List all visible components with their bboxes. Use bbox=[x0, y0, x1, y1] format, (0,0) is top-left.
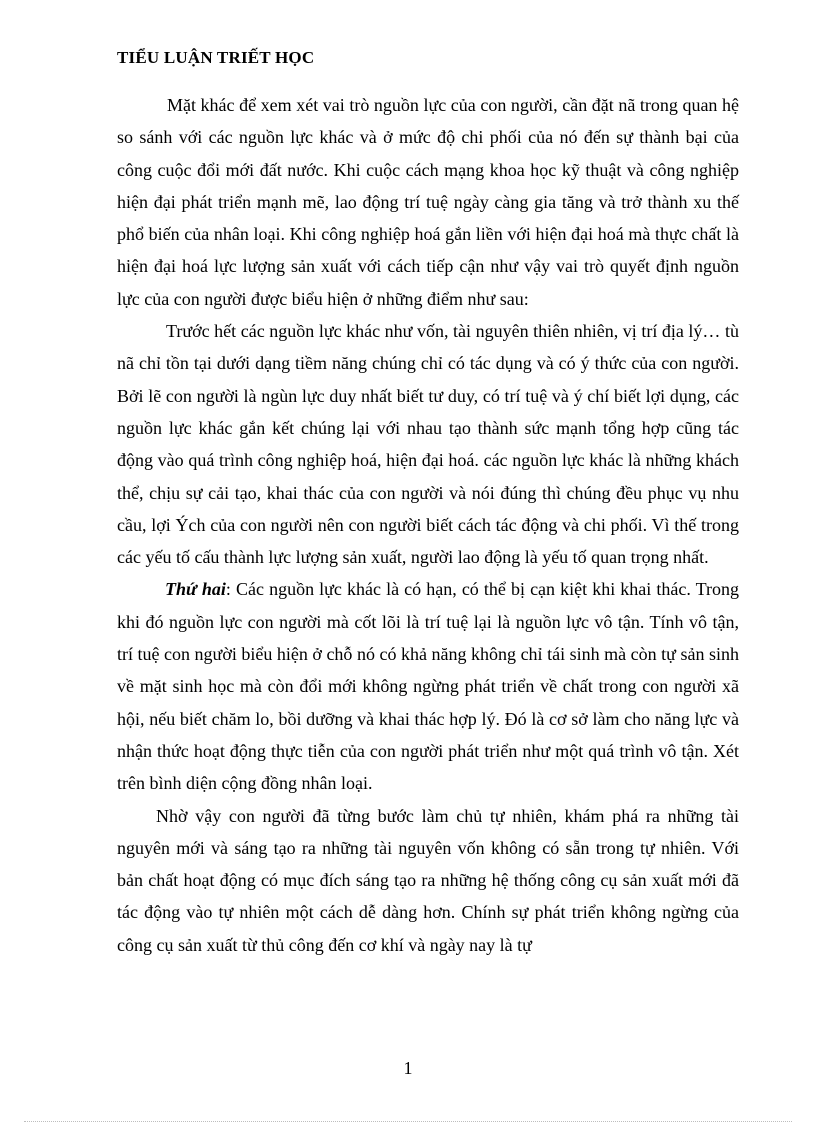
paragraph: Nhờ vậy con người đã từng bước làm chủ tự nhiên, khám phá ra những tài nguyên mới và sáng tạo ra những tài nguyên vốn không có sẵn trong tự nhiên. Với bản chất hoạt động có mục đích sáng tạo ra những hệ thống công cụ sản xuất mới đã tác động vào tự nhiên một cách dễ dàng hơn. Chính sự phát triển không ngừng của công cụ sản xuất từ thủ công đến cơ khí và ngày nay là tự bbox=[117, 805, 739, 955]
paragraph-lead-heading: Thứ hai bbox=[165, 579, 226, 600]
paragraph: Mặt khác để xem xét vai trò nguồn lực của con người, cần đặt nã trong quan hệ so sánh với các nguồn lực khác và ở mức độ chi phối của nó đến sự thành bại của công cuộc đổi mới đất nước. Khi cuộc cách mạng khoa học kỹ thuật và công nghiệp hiện đại phát triển mạnh mẽ, lao động trí tuệ ngày càng gia tăng và trở thành xu thế phổ biến của nhân loại. Khi công nghiệp hoá gắn liền với hiện đại hoá mà thực chất là hiện đại hoá lực lượng sản xuất với cách tiếp cận như vậy vai trò quyết định nguồn lực của con người được biểu hiện ở những điểm như sau: bbox=[117, 95, 739, 309]
paragraph: Trước hết các nguồn lực khác như vốn, tài nguyên thiên nhiên, vị trí địa lý… tù nã chỉ tồn tại dưới dạng tiềm năng chúng chỉ có tác dụng và có ý thức của con người. Bởi lẽ con người là ngùn lực duy nhất biết tư duy, có trí tuệ và ý chí biết lợi dụng, các nguồn lực khác gắn kết chúng lại với nhau tạo thành sức mạnh tổng hợp cũng tác động vào quá trình công nghiệp hoá, hiện đại hoá. các nguồn lực khác là những khách thể, chịu sự cải tạo, khai thác của con người và nói đúng thì chúng đều phục vụ nhu cầu, lợi Ých của con người nên con người biết cách tác động và chi phối. Vì thế trong các yếu tố cấu thành lực lượng sản xuất, người lao động là yếu tố quan trọng nhất. bbox=[117, 321, 739, 568]
page-number: 1 bbox=[403, 1058, 413, 1078]
page-bottom-divider bbox=[24, 1121, 792, 1122]
document-header-title: TIỂU LUẬN TRIẾT HỌC bbox=[117, 48, 315, 67]
paragraph-text: : Các nguồn lực khác là có hạn, có thể bị cạn kiệt khi khai thác. Trong khi đó nguồn lực con người mà cốt lõi là trí tuệ lại là nguồn lực vô tận. Tính vô tận, trí tuệ con người biểu hiện ở chỗ nó có khả năng không chỉ tái sinh mà còn tự sản sinh về mặt sinh học mà còn đổi mới không ngừng phát triển về chất trong con người xã hội, nếu biết chăm lo, bồi dưỡng và khai thác hợp lý. Đó là cơ sở làm cho năng lực và nhận thức hoạt động thực tiễn của con người phát triển như một quá trình vô tận. Xét trên bình diện cộng đồng nhân loại. bbox=[117, 579, 739, 794]
paragraph bbox=[117, 573, 739, 799]
document-body bbox=[117, 89, 739, 961]
